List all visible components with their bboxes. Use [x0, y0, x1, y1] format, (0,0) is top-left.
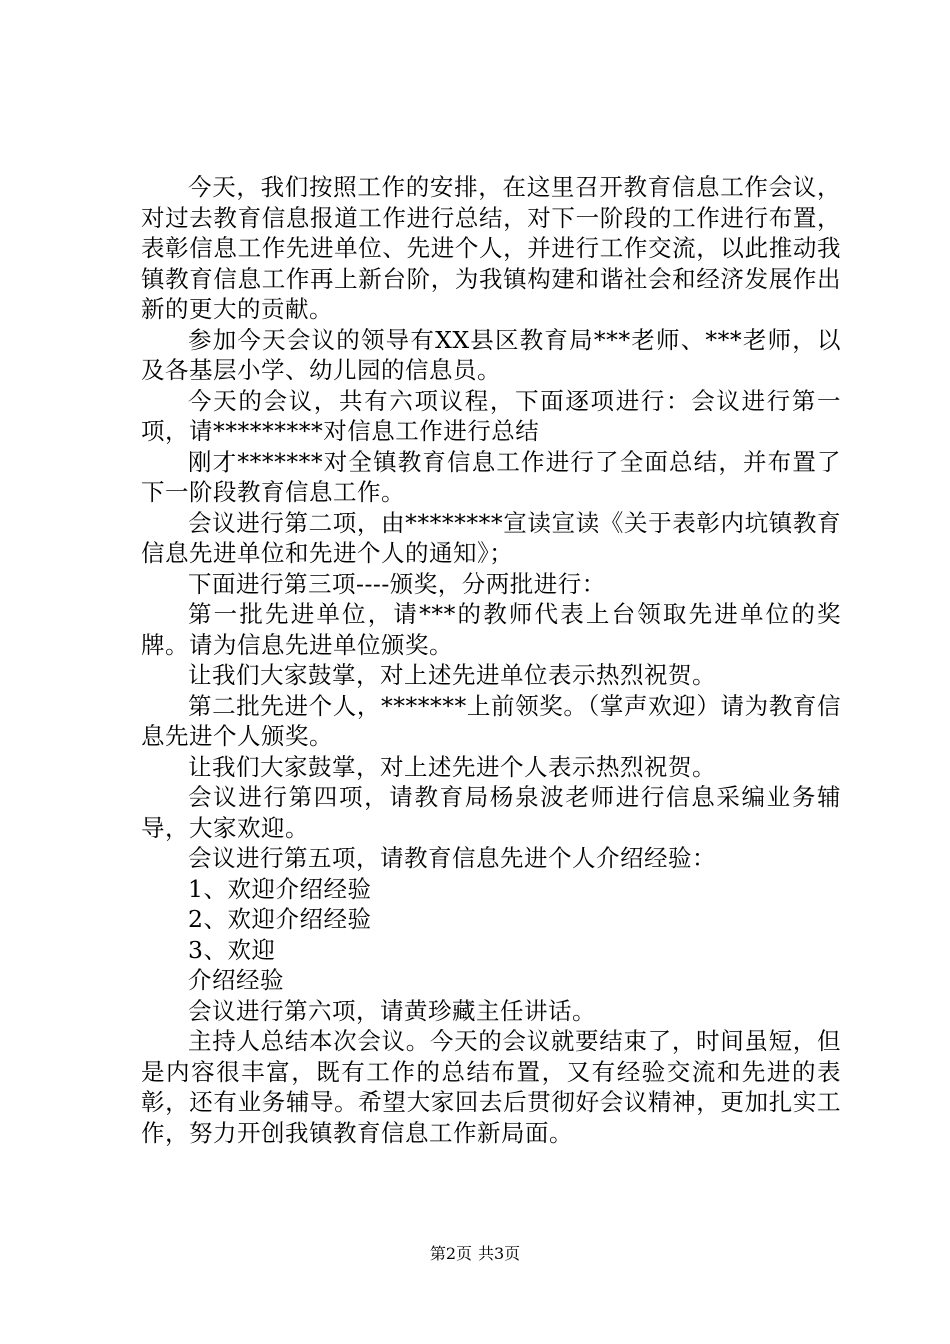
page-number: 第2页 [429, 1244, 472, 1263]
paragraph: 会议进行第二项，由********宣读宣读《关于表彰内坑镇教育信息先进单位和先进个人的通知》； [141, 508, 841, 567]
paragraph: 刚才*******对全镇教育信息工作进行了全面总结，并布置了下一阶段教育信息工作。 [141, 447, 841, 506]
page-total: 共3页 [478, 1244, 521, 1263]
paragraph: 第一批先进单位，请***的教师代表上台领取先进单位的奖牌。请为信息先进单位颁奖。 [141, 600, 841, 659]
paragraph: 会议进行第五项，请教育信息先进个人介绍经验： [188, 844, 716, 872]
paragraph: 第二批先进个人，*******上前领奖。（掌声欢迎）请为教育信息先进个人颁奖。 [141, 691, 841, 750]
paragraph: 参加今天会议的领导有XX县区教育局***老师、***老师，以及各基层小学、幼儿园的信息员。 [141, 325, 841, 384]
list-item: 3、欢迎 [188, 935, 276, 964]
paragraph: 今天，我们按照工作的安排，在这里召开教育信息工作会议，对过去教育信息报道工作进行总结，对下一阶段的工作进行布置，表彰信息工作先进单位、先进个人，并进行工作交流，以此推动我镇教育信息工作再上新台阶，为我镇构建和谐社会和经济发展作出新的更大的贡献。 [141, 173, 841, 323]
paragraph: 让我们大家鼓掌，对上述先进个人表示热烈祝贺。 [188, 752, 716, 781]
paragraph: 介绍经验 [188, 966, 284, 994]
paragraph: 今天的会议，共有六项议程，下面逐项进行：会议进行第一项，请*********对信息工作进行总结 [141, 386, 841, 445]
paragraph: 让我们大家鼓掌，对上述先进单位表示热烈祝贺。 [188, 661, 716, 689]
document-body [141, 172, 841, 1148]
paragraph: 会议进行第六项，请黄珍藏主任讲话。 [188, 996, 596, 1025]
page-footer [0, 1244, 950, 1264]
list-item: 2、欢迎介绍经验 [188, 905, 372, 933]
paragraph: 会议进行第四项，请教育局杨泉波老师进行信息采编业务辅导，大家欢迎。 [141, 783, 841, 842]
list-item: 1、欢迎介绍经验 [188, 874, 372, 903]
paragraph: 下面进行第三项----颁奖，分两批进行： [188, 569, 606, 598]
paragraph: 主持人总结本次会议。今天的会议就要结束了，时间虽短，但是内容很丰富，既有工作的总结布置，又有经验交流和先进的表彰，还有业务辅导。希望大家回去后贯彻好会议精神，更加扎实工作，努力开创我镇教育信息工作新局面。 [141, 1027, 841, 1147]
